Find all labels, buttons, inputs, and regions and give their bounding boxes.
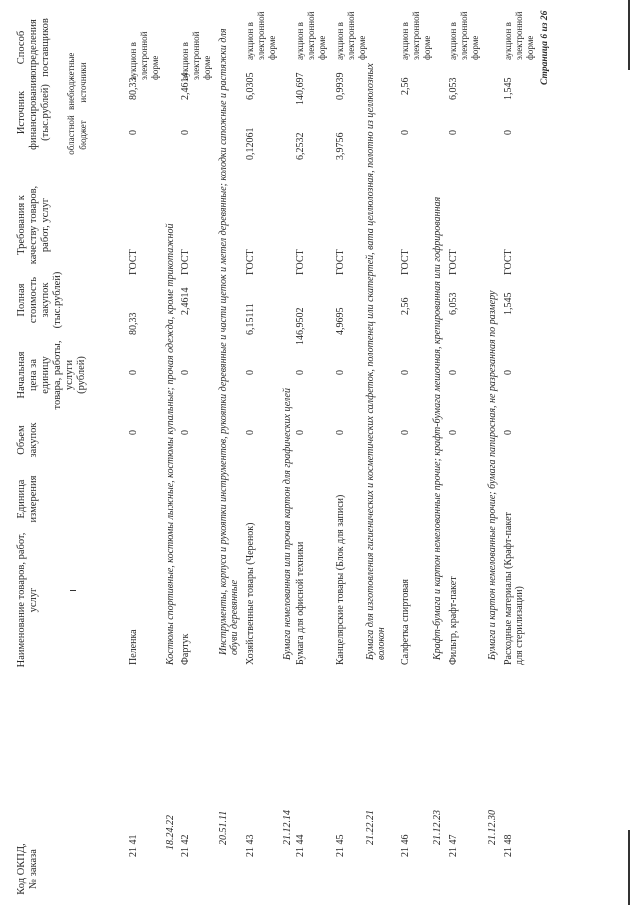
- group-code: 21.12.23: [432, 810, 443, 845]
- item-name: Канцелярские товары (Блок для записи): [335, 494, 346, 665]
- item-price: 0: [503, 370, 514, 375]
- item-extra: 2,4614: [180, 72, 191, 100]
- row-number: 21 44: [295, 834, 306, 857]
- header-budget: областной бюджет: [66, 115, 88, 155]
- header-name: Наименование товаров, работ, услуг: [16, 532, 39, 668]
- item-price: 0: [335, 370, 346, 375]
- row-number: 21 45: [335, 834, 346, 857]
- row-number: 21 46: [400, 834, 411, 857]
- item-extra: 140,697: [295, 72, 306, 105]
- item-name: Расходные материалы (Крафт-пакет для стерилизации): [503, 512, 525, 665]
- item-budget: 0,12061: [245, 127, 256, 160]
- item-total: 2,4614: [180, 287, 191, 315]
- item-volume: 0: [245, 430, 256, 435]
- header-requirements: Требования к качеству товаров, работ, услуг: [16, 185, 51, 265]
- header-unit: Единица измерения: [16, 475, 39, 523]
- group-title: Бумага немелованная или прочая картон для графических целей: [282, 388, 293, 660]
- row-number: 21 41: [128, 834, 139, 857]
- item-requirement: ГОСТ: [128, 249, 139, 275]
- group-code: 18.24.22: [165, 815, 176, 850]
- item-extra: 0,9939: [335, 72, 346, 100]
- item-price: 0: [245, 370, 256, 375]
- item-name: Бумага для офисной техники: [295, 541, 306, 665]
- item-name: Фартук: [180, 633, 191, 665]
- item-total: 4,9695: [335, 307, 346, 335]
- item-requirement: ГОСТ: [180, 249, 191, 275]
- item-total: 146,9502: [295, 307, 306, 345]
- item-extra: 1,545: [503, 77, 514, 100]
- group-code: 20.51.11: [218, 810, 229, 845]
- group-title: Бумага и картон немелованные прочие; бумага папиросная, не разрезанная по размеру: [487, 290, 498, 660]
- item-volume: 0: [400, 430, 411, 435]
- item-method: аукцион в электронной форме: [503, 11, 535, 60]
- row-number: 21 48: [503, 834, 514, 857]
- header-method: Способ определения поставщиков: [16, 18, 51, 77]
- item-method: аукцион в электронной форме: [448, 11, 480, 60]
- item-budget: 0: [503, 130, 514, 135]
- page-number: Страница 6 из 26: [540, 10, 550, 85]
- item-extra: 2,56: [400, 77, 411, 95]
- item-method: аукцион в электронной форме: [128, 31, 160, 80]
- item-total: 6,15111: [245, 303, 256, 335]
- item-price: 0: [295, 370, 306, 375]
- item-extra: 80,33: [128, 77, 139, 100]
- item-volume: 0: [335, 430, 346, 435]
- item-requirement: ГОСТ: [448, 249, 459, 275]
- item-method: аукцион в электронной форме: [335, 11, 367, 60]
- item-extra: 6,0305: [245, 72, 256, 100]
- item-name: Хозяйственные товары (Черенок): [245, 522, 256, 665]
- group-title: Костюмы спортивные, костюмы лыжные, костюмы купальные; прочая одежда, кроме трикотажной: [165, 223, 176, 665]
- group-title: Бумага для изготовления гигиенических и косметических салфеток, полотенец или скатертей, вата целлюлозная, полотно из целлюлозных волокон: [365, 63, 387, 660]
- row-number: 21 42: [180, 834, 191, 857]
- header-volume: Объем закупок: [16, 422, 39, 458]
- group-code: 21.12.30: [487, 810, 498, 845]
- item-requirement: ГОСТ: [503, 249, 514, 275]
- item-price: 0: [448, 370, 459, 375]
- item-requirement: ГОСТ: [335, 249, 346, 275]
- group-code: 21.12.14: [282, 810, 293, 845]
- row-number: 21 43: [245, 834, 256, 857]
- item-budget: 0: [128, 130, 139, 135]
- item-volume: 0: [128, 430, 139, 435]
- header-source: Источник финансирования (тыс.рублей): [16, 75, 51, 150]
- item-name: Салфетка спиртовая: [400, 579, 411, 665]
- item-method: аукцион в электронной форме: [245, 11, 277, 60]
- header-price: Начальная цена за единицу товара, работы, услуги (рублей): [16, 340, 87, 410]
- item-requirement: ГОСТ: [295, 249, 306, 275]
- item-price: 0: [128, 370, 139, 375]
- item-volume: 0: [448, 430, 459, 435]
- item-volume: 0: [503, 430, 514, 435]
- item-method: аукцион в электронной форме: [400, 11, 432, 60]
- group-title: Крафт-бумага и картон немелованные прочие; крафт-бумага мешочная, крепированная или гофрированная: [432, 196, 443, 660]
- item-budget: 0: [400, 130, 411, 135]
- header-okpd: Код ОКПД, № заказа: [16, 843, 39, 895]
- item-volume: 0: [295, 430, 306, 435]
- item-price: 0: [400, 370, 411, 375]
- item-method: аукцион в электронной форме: [295, 11, 327, 60]
- header-total: Полная стоимость закупок (тыс.рублей): [16, 271, 63, 329]
- item-budget: 0: [448, 130, 459, 135]
- item-name: Пеленка: [128, 629, 139, 665]
- item-method: аукцион в электронной форме: [180, 31, 212, 80]
- row-number: 21 47: [448, 834, 459, 857]
- item-total: 6,053: [448, 292, 459, 315]
- item-requirement: ГОСТ: [245, 249, 256, 275]
- group-title: Инструменты, корпуса и рукоятки инструментов, рукоятки деревянные и части щеток и метел деревянные; колодки сапожные и растяжки для обуви деревянные: [218, 28, 240, 655]
- item-total: 80,33: [128, 312, 139, 335]
- group-code: 21.22.21: [365, 810, 376, 845]
- item-total: 1,545: [503, 292, 514, 315]
- item-volume: 0: [180, 430, 191, 435]
- item-requirement: ГОСТ: [400, 249, 411, 275]
- item-budget: 6,2532: [295, 132, 306, 160]
- item-price: 0: [180, 370, 191, 375]
- item-budget: 0: [180, 130, 191, 135]
- item-budget: 3,9756: [335, 132, 346, 160]
- header-extra: внебюджетные источники: [66, 52, 88, 110]
- item-name: Фильтр, крафт-пакет: [448, 576, 459, 665]
- item-extra: 6,053: [448, 77, 459, 100]
- item-total: 2,56: [400, 297, 411, 315]
